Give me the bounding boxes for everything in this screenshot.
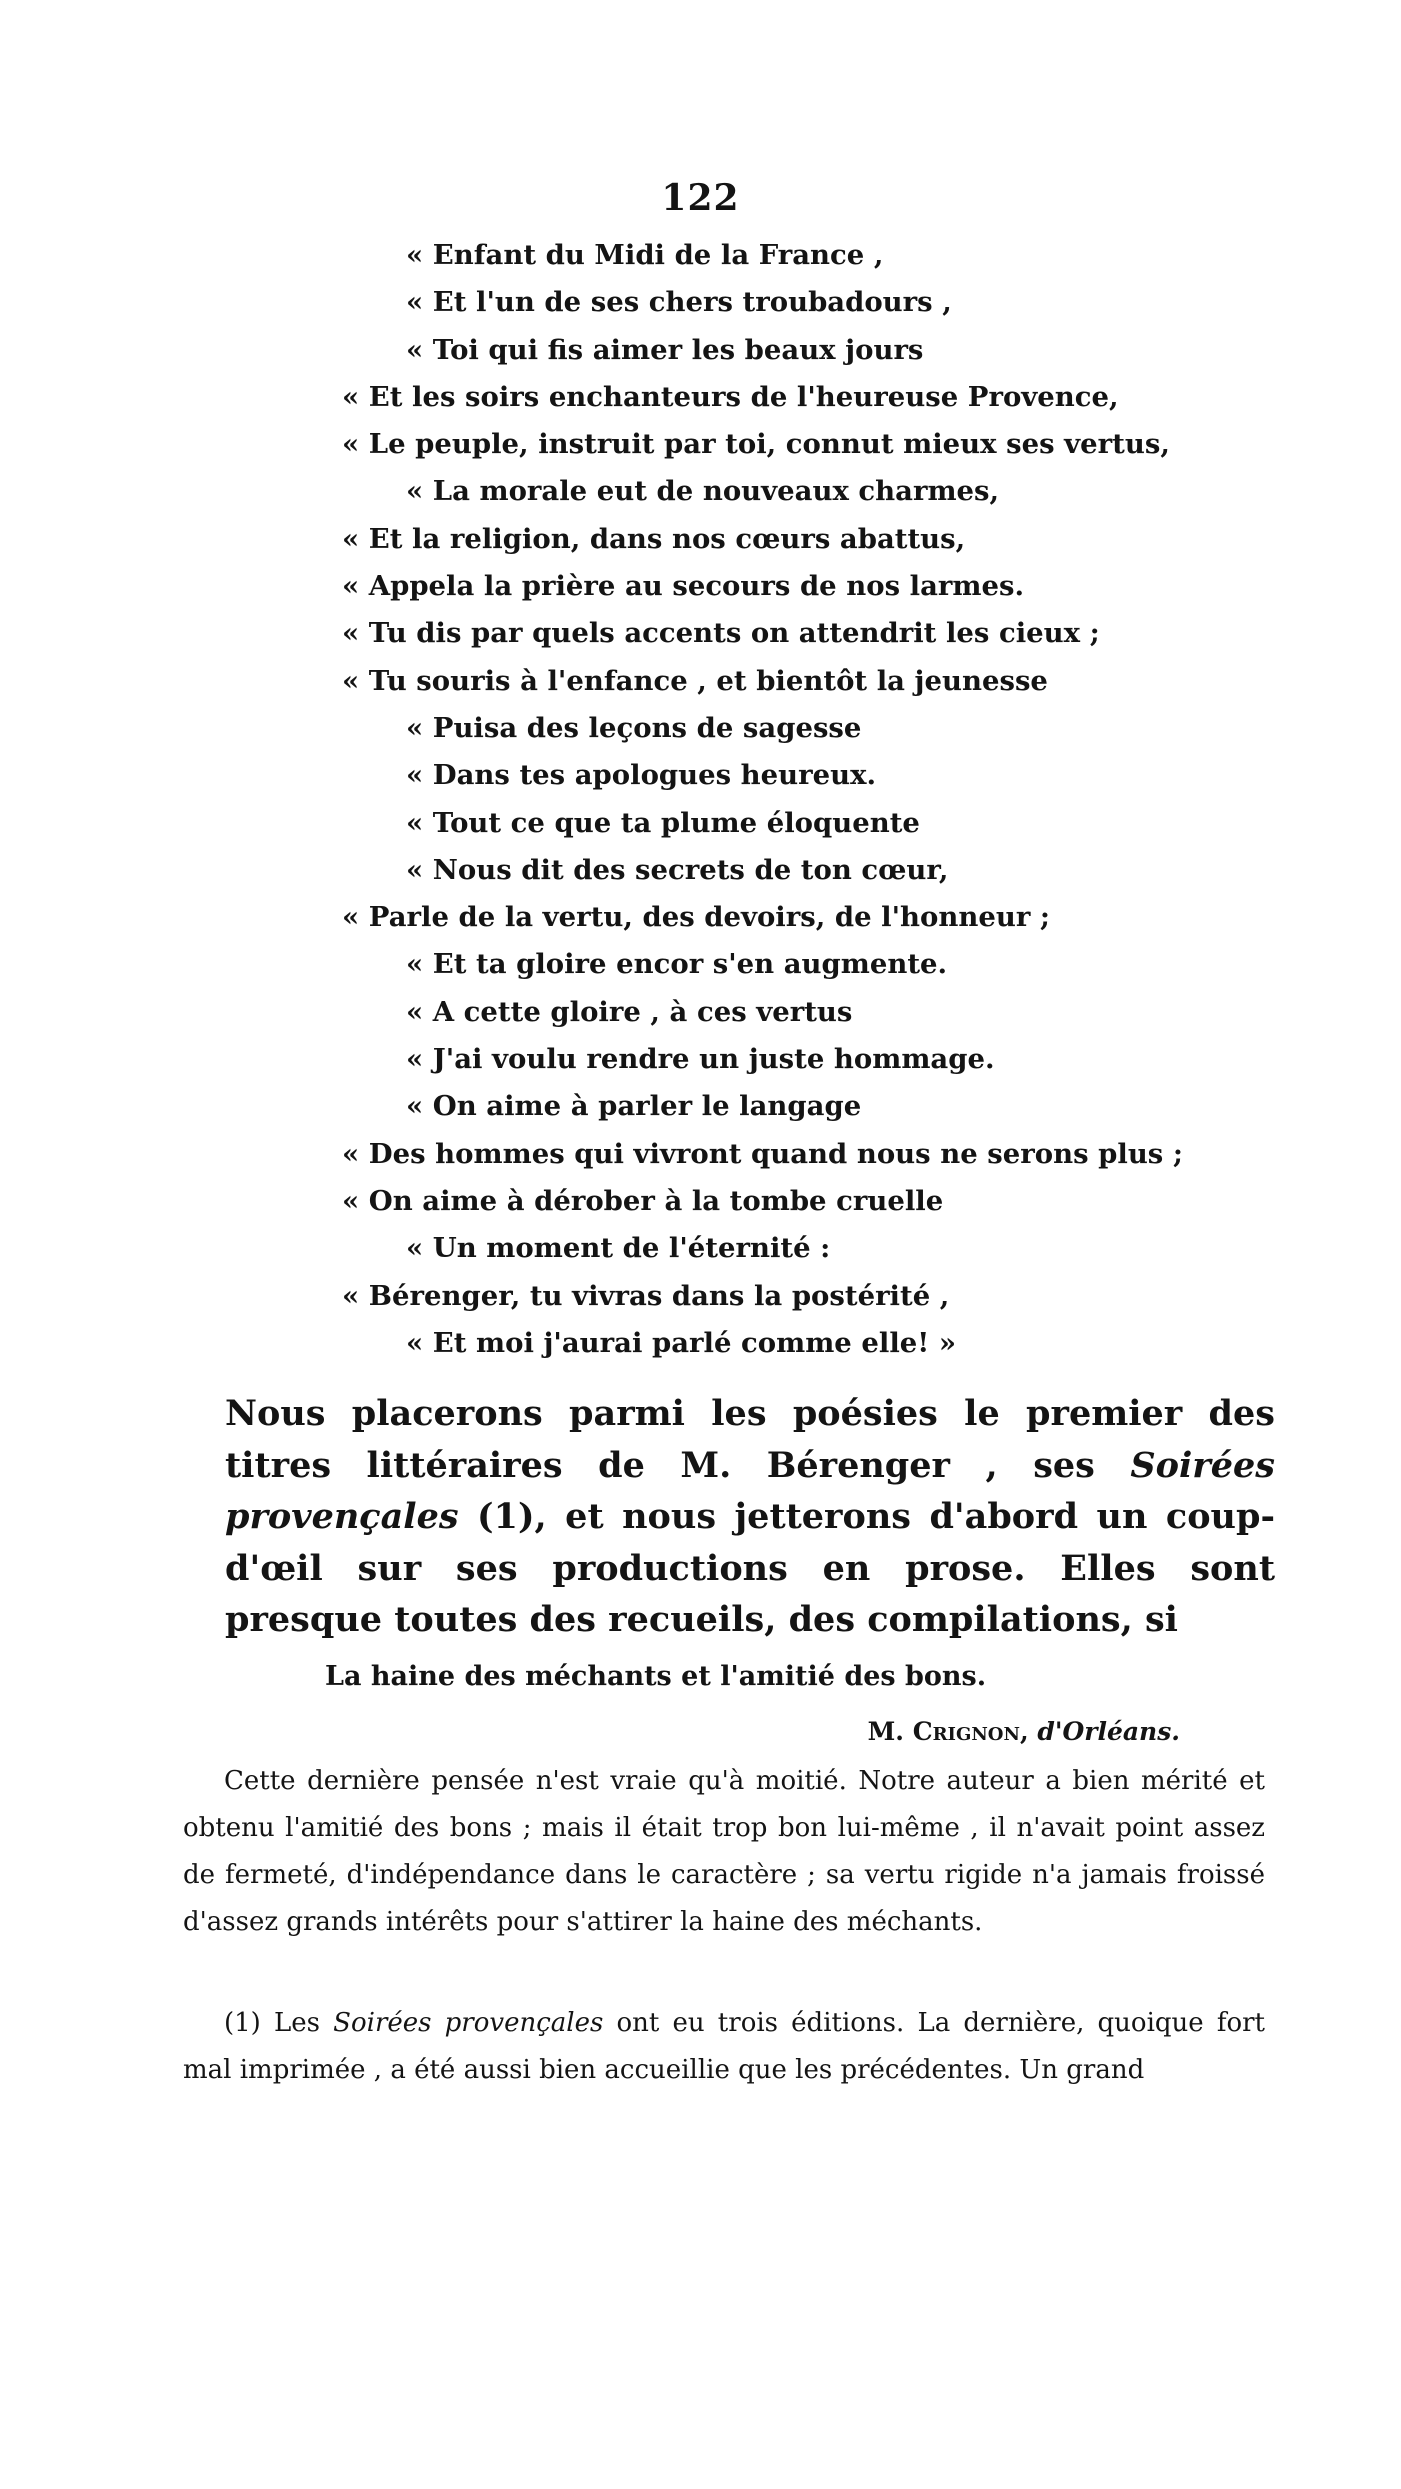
poem-line: « Et moi j'aurai parlé comme elle! » bbox=[406, 1326, 957, 1359]
poem-line: « Dans tes apologues heureux. bbox=[406, 759, 877, 792]
poem-line: « Parle de la vertu, des devoirs, de l'honneur ; bbox=[342, 901, 1051, 934]
poem-line: « On aime à parler le langage bbox=[406, 1090, 862, 1123]
poem-line: « Nous dit des secrets de ton cœur, bbox=[406, 853, 949, 886]
attribution-place: d'Orléans. bbox=[1037, 1717, 1180, 1746]
prose-paragraph bbox=[225, 1388, 1275, 1646]
attribution-name: M. Crignon bbox=[867, 1717, 1020, 1746]
poem-line: « La morale eut de nouveaux charmes, bbox=[406, 475, 1000, 508]
poem-line: « On aime à dérober à la tombe cruelle bbox=[342, 1184, 944, 1217]
poem-line: « Tu dis par quels accents on attendrit les cieux ; bbox=[342, 617, 1100, 650]
footnote-quote: La haine des méchants et l'amitié des bons. bbox=[325, 1661, 987, 1692]
poem-line: « Toi qui fis aimer les beaux jours bbox=[406, 333, 924, 366]
prose-text-end: (1), et nous jetterons d'abord un coup-d'œil sur ses productions en prose. Elles sont presque toutes des recueils, des compilations, si bbox=[225, 1496, 1275, 1640]
note-text: ont eu trois éditions. La dernière, quoique fort mal imprimée , a été aussi bien accueillie que les précédentes. Un grand bbox=[183, 2008, 1265, 2085]
poem-line: « Enfant du Midi de la France , bbox=[406, 239, 884, 271]
prose-text-start: Nous placerons parmi les poésies le premier des titres littéraires de M. Bérenger , ses bbox=[225, 1393, 1275, 1486]
poem-line: « Le peuple, instruit par toi, connut mieux ses vertus, bbox=[342, 428, 1170, 461]
poem-line: « Tu souris à l'enfance , et bientôt la jeunesse bbox=[342, 664, 1048, 697]
poem-line: « Et l'un de ses chers troubadours , bbox=[406, 286, 952, 319]
poem-line: « Appela la prière au secours de nos larmes. bbox=[342, 570, 1025, 603]
poem-line: « Puisa des leçons de sagesse bbox=[406, 711, 862, 744]
footnote-note-1 bbox=[183, 2000, 1265, 2094]
poem-line: « J'ai voulu rendre un juste hommage. bbox=[406, 1043, 995, 1076]
page-number: 122 bbox=[661, 177, 740, 219]
footnote-paragraph: Cette dernière pensée n'est vraie qu'à moitié. Notre auteur a bien mérité et obtenu l'amitié des bons ; mais il était trop bon lui-même , il n'avait point assez de fermeté, d'indépendance dans le caractère ; sa vertu rigide n'a jamais froissé d'assez grands intérêts pour s'attirer la haine des méchants. bbox=[183, 1766, 1265, 1937]
note-book-title: Soirées provençales bbox=[333, 2008, 604, 2038]
poem-line: « A cette gloire , à ces vertus bbox=[406, 995, 853, 1028]
prose-book-title: Soirées provençales bbox=[225, 1444, 1275, 1537]
poem-line: « Tout ce que ta plume éloquente bbox=[406, 806, 920, 839]
poem-line: « Et la religion, dans nos cœurs abattus, bbox=[342, 522, 966, 555]
poem-line: « Bérenger, tu vivras dans la postérité , bbox=[342, 1279, 950, 1312]
poem bbox=[0, 232, 1401, 1367]
footnote-attribution: M. Crignon, d'Orléans. bbox=[867, 1717, 1180, 1746]
note-marker: (1) Les bbox=[224, 2008, 334, 2038]
poem-line: « Et ta gloire encor s'en augmente. bbox=[406, 948, 948, 981]
poem-line: « Un moment de l'éternité : bbox=[406, 1232, 831, 1265]
poem-line: « Des hommes qui vivront quand nous ne serons plus ; bbox=[342, 1137, 1184, 1170]
poem-line: « Et les soirs enchanteurs de l'heureuse Provence, bbox=[342, 380, 1119, 413]
